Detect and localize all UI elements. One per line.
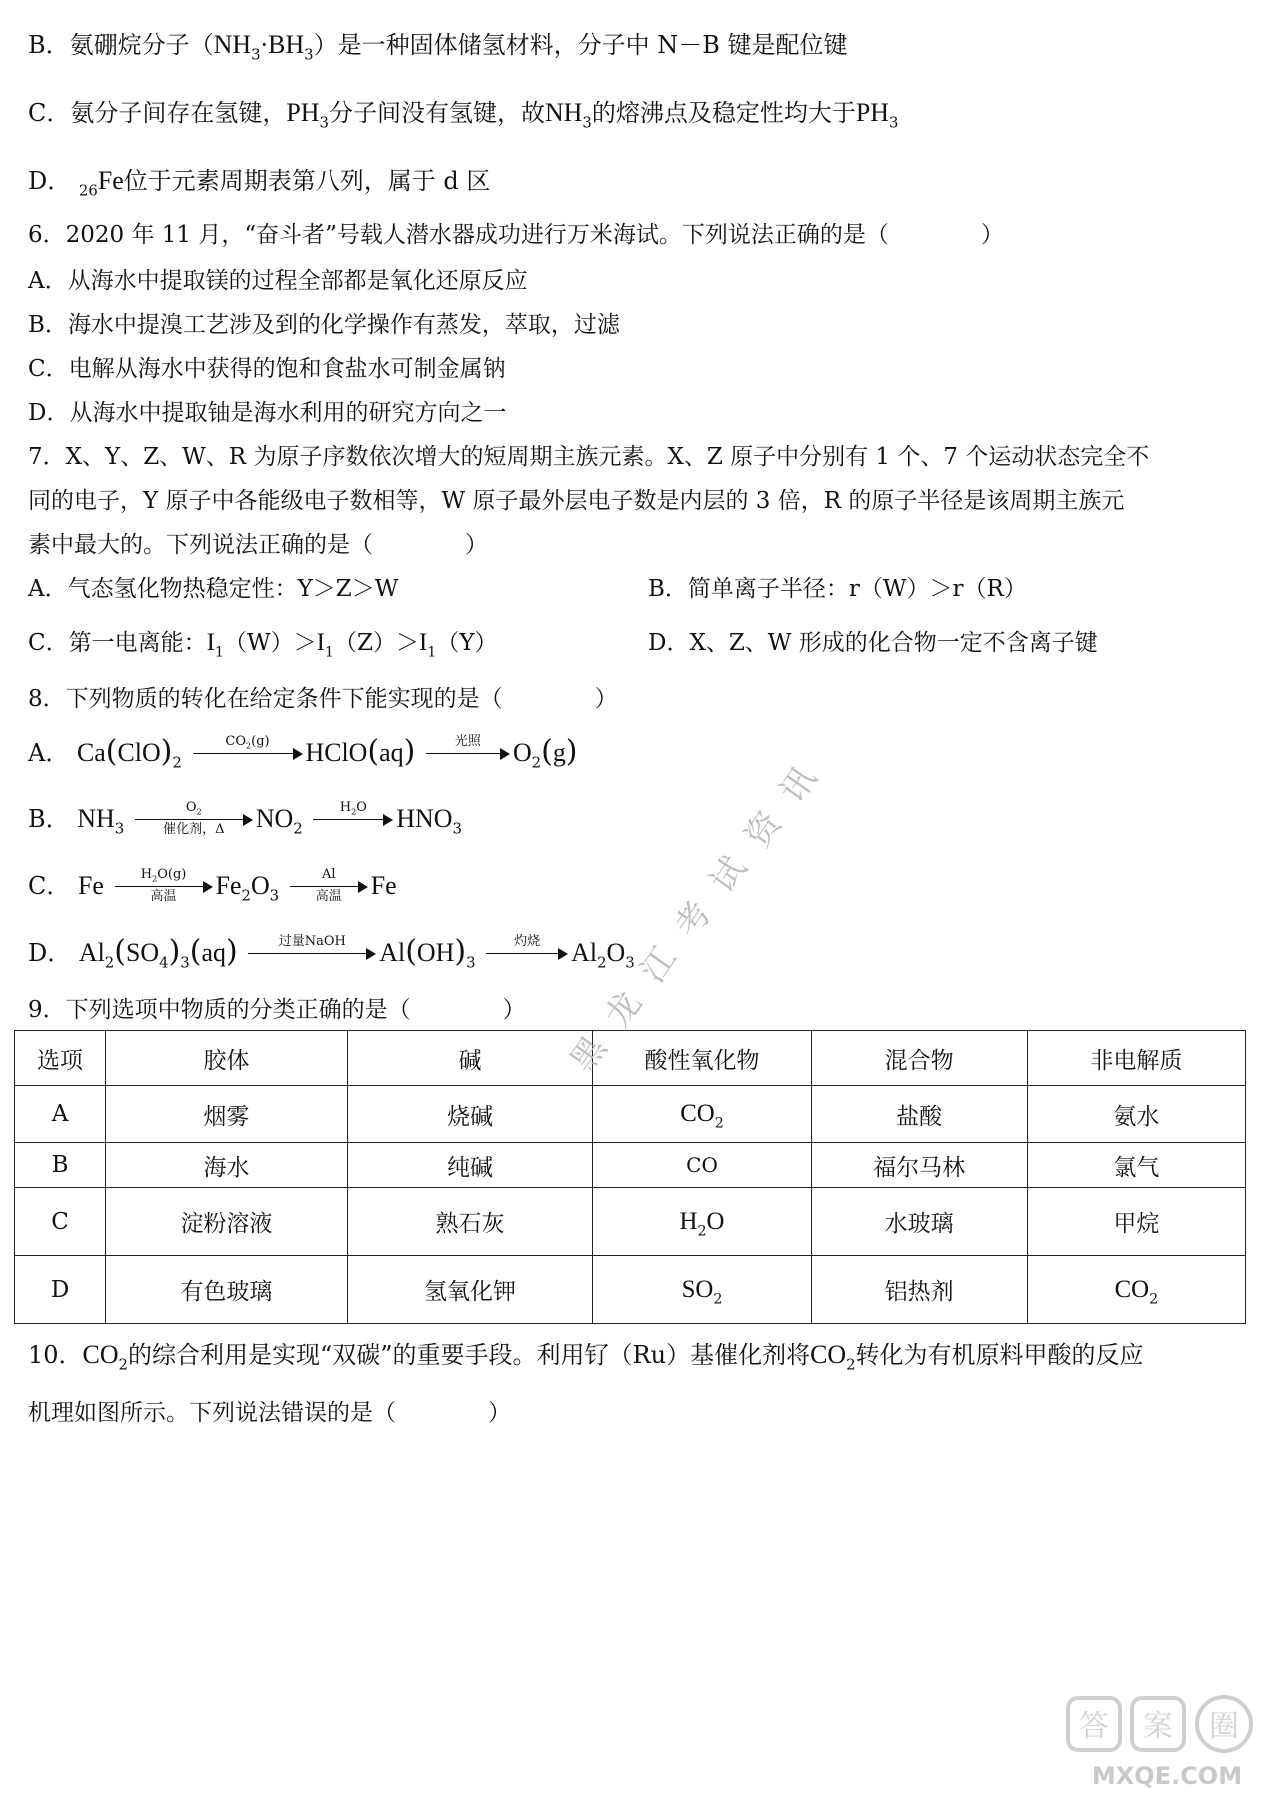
reaction-arrow: $O_2$ 催化剂，Δ — [135, 801, 253, 841]
reaction-arrow: 过量NaOH — [248, 935, 376, 975]
q8-stem: 8．下列物质的转化在给定条件下能实现的是（ ） — [28, 686, 618, 712]
q8-option-c: C． Fe $H_2O(g)$ 高温 $Fe_2O_3$ Al 高温 Fe — [28, 864, 397, 908]
table-row — [15, 1188, 1246, 1256]
watermark-char: 龙 — [597, 984, 650, 1036]
acidic-oxide-cell: $SO_2$ — [593, 1256, 811, 1324]
svg-text:答: 答 — [1079, 1709, 1109, 1744]
reaction-arrow: 灼烧 — [486, 935, 568, 975]
header-cell: 混合物 — [811, 1031, 1027, 1086]
header-cell: 碱 — [347, 1031, 593, 1086]
reaction-arrow: $H_2O(g)$ 高温 — [115, 868, 213, 908]
q8-option-b: B． $NH_3$ $O_2$ 催化剂，Δ $NO_2$ $H_2O$ $HNO_3$ — [28, 797, 462, 841]
watermark-char: 黑 — [562, 1029, 615, 1070]
nonelectrolyte-cell: 氨水 — [1027, 1086, 1245, 1143]
mixture-cell: 福尔马林 — [811, 1143, 1027, 1188]
watermark-char: 资 — [737, 804, 790, 856]
header-cell: 非电解质 — [1027, 1031, 1245, 1086]
q6-option-a: A．从海水中提取镁的过程全部都是氧化还原反应 — [28, 268, 528, 294]
table-row — [15, 1256, 1246, 1324]
watermark-char: 讯 — [772, 759, 825, 811]
base-cell: 烧碱 — [347, 1086, 593, 1143]
q8-option-a: A． $Ca(ClO)_2$ $CO_2(g)$ HClO(aq) 光照 $O_2(g)$ — [28, 730, 578, 774]
q5-option-c: C．氨分子间存在氢键，$PH_3$分子间没有氢键，故$NH_3$的熔沸点及稳定性均大于$PH_3$ — [28, 98, 899, 132]
q6-option-b: B．海水中提溴工艺涉及到的化学操作有蒸发，萃取，过滤 — [28, 312, 620, 338]
q7-stem-line1: 7．X、Y、Z、W、R 为原子序数依次增大的短周期主族元素。X、Z 原子中分别有 1 个、7 个运动状态完全不 — [28, 444, 1150, 470]
q6-option-c: C．电解从海水中获得的饱和食盐水可制金属钠 — [28, 356, 506, 382]
q10-stem-line2: 机理如图所示。下列说法错误的是（ ） — [28, 1400, 511, 1426]
q7-option-b: B．简单离子半径：r（W）＞r（R） — [648, 576, 1027, 602]
watermark-char: 考 — [667, 894, 720, 946]
q7-option-c: C．第一电离能：$I_1(W)>I_1(Z)>I_1(Y)$ — [28, 629, 498, 661]
svg-text:案: 案 — [1143, 1709, 1173, 1744]
option-cell: A — [15, 1086, 106, 1143]
mixture-cell: 盐酸 — [811, 1086, 1027, 1143]
q5-option-b: B．氨硼烷分子$(NH_3\cdot BH_3)$是一种固体储氢材料，分子中 N－B 键是配位键 — [28, 30, 848, 64]
nonelectrolyte-cell: 甲烷 — [1027, 1188, 1245, 1256]
colloid-cell: 有色玻璃 — [106, 1256, 348, 1324]
q9-stem: 9．下列选项中物质的分类正确的是（ ） — [28, 997, 526, 1023]
reaction-arrow: $CO_2(g)$ — [193, 735, 303, 775]
q6-option-d: D．从海水中提取铀是海水利用的研究方向之一 — [28, 400, 507, 426]
acidic-oxide-cell: $CO_2$ — [593, 1086, 811, 1143]
nonelectrolyte-cell: 氯气 — [1027, 1143, 1245, 1188]
mixture-cell: 水玻璃 — [811, 1188, 1027, 1256]
q6-stem: 6．2020 年 11 月，“奋斗者”号载人潜水器成功进行万米海试。下列说法正确的是（ ） — [28, 222, 1004, 248]
q7-option-a: A．气态氢化物热稳定性：Y＞Z＞W — [28, 576, 399, 602]
reaction-arrow: 光照 — [426, 735, 510, 775]
acidic-oxide-cell: CO — [593, 1143, 811, 1188]
q7-stem-line2: 同的电子，Y 原子中各能级电子数相等，W 原子最外层电子数是内层的 3 倍，R 的原子半径是该周期主族元 — [28, 488, 1125, 514]
colloid-cell: 淀粉溶液 — [106, 1188, 348, 1256]
option-cell: C — [15, 1188, 106, 1256]
watermark-char: 江 — [632, 939, 685, 991]
base-cell: 纯碱 — [347, 1143, 593, 1188]
svg-text:圈: 圈 — [1209, 1709, 1239, 1744]
watermark-char: 试 — [702, 849, 755, 901]
q7-stem-line3: 素中最大的。下列说法正确的是（ ） — [28, 532, 488, 558]
header-cell: 胶体 — [106, 1031, 348, 1086]
classification-table — [14, 1030, 1246, 1324]
table-row — [15, 1143, 1246, 1188]
colloid-cell: 烟雾 — [106, 1086, 348, 1143]
nonelectrolyte-cell: $CO_2$ — [1027, 1256, 1245, 1324]
q10-stem-line1: 10．$CO_2$的综合利用是实现“双碳”的重要手段。利用钌（Ru）基催化剂将$CO_2$转化为有机原料甲酸的反应 — [28, 1340, 1144, 1374]
header-cell: 选项 — [15, 1031, 106, 1086]
header-cell: 酸性氧化物 — [593, 1031, 811, 1086]
site-logo — [1062, 1692, 1272, 1796]
table-header-row — [15, 1031, 1246, 1086]
acidic-oxide-cell: $H_2O$ — [593, 1188, 811, 1256]
base-cell: 氢氧化钾 — [347, 1256, 593, 1324]
option-cell: D — [15, 1256, 106, 1324]
table-row — [15, 1086, 1246, 1143]
q8-option-d: D． $Al_2(SO_4)_3(aq)$ 过量NaOH $Al(OH)_3$ 灼烧 $Al_2O_3$ — [28, 930, 635, 974]
reaction-arrow: Al 高温 — [290, 868, 368, 908]
base-cell: 熟石灰 — [347, 1188, 593, 1256]
logo-url: MXQE.COM — [1091, 1762, 1243, 1790]
colloid-cell: 海水 — [106, 1143, 348, 1188]
q5-option-d: D． $_{26}$Fe位于元素周期表第八列，属于 d 区 — [28, 166, 491, 200]
option-cell: B — [15, 1143, 106, 1188]
mixture-cell: 铝热剂 — [811, 1256, 1027, 1324]
watermark — [560, 750, 860, 1070]
q7-option-d: D．X、Z、W 形成的化合物一定不含离子键 — [648, 630, 1098, 656]
reaction-arrow: $H_2O$ — [313, 801, 393, 841]
